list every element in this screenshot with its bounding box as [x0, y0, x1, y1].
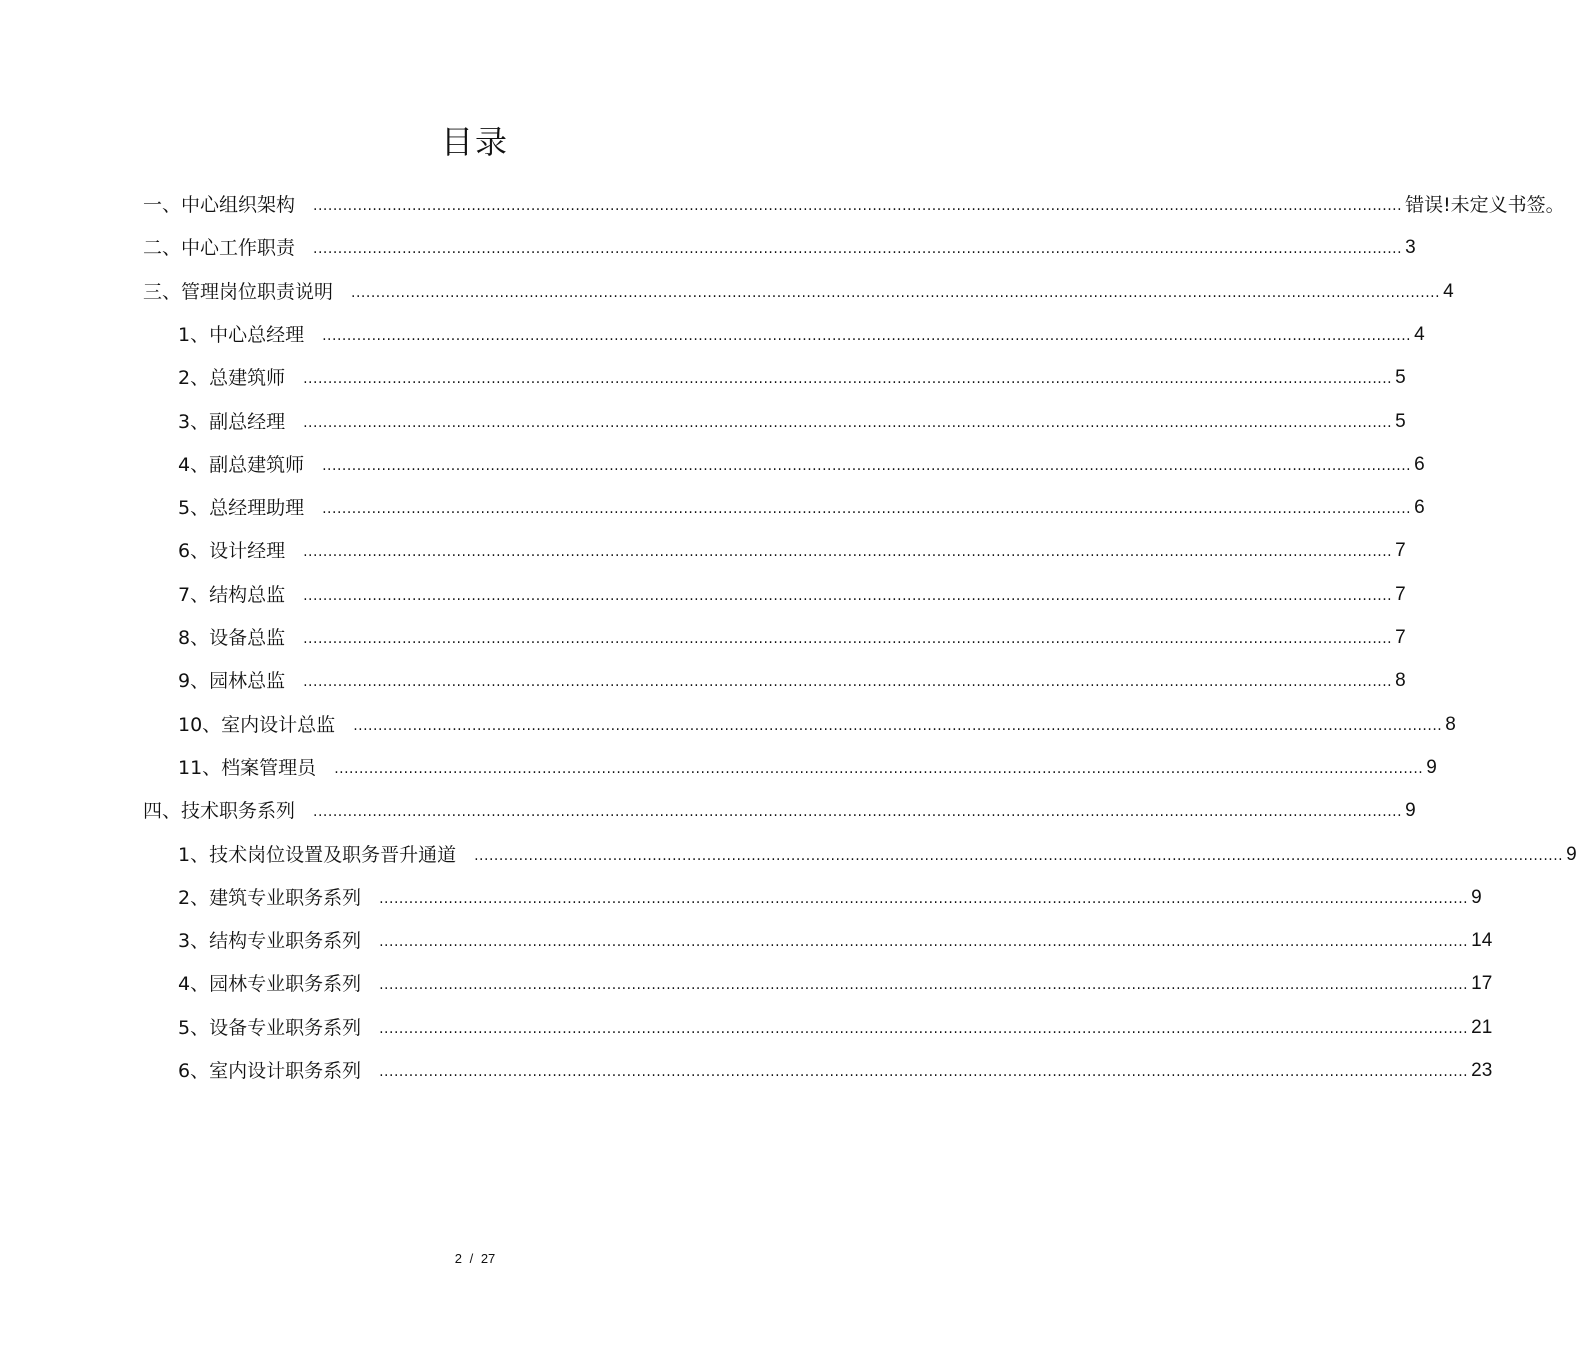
- toc-entry-page: 7: [1395, 627, 1406, 648]
- toc-entry-label: 2、总建筑师: [178, 367, 286, 389]
- toc-entry-label: 6、设计经理: [178, 540, 286, 562]
- toc-entry-label: 一、中心组织架构: [143, 194, 296, 216]
- toc-entry-page: 错误!未定义书签。: [1405, 194, 1565, 216]
- toc-leader-dots: ............................................................................................................................................................................................................................: [379, 977, 1469, 993]
- toc-entry-page: 9: [1471, 887, 1482, 908]
- toc-entry-page: 6: [1414, 454, 1425, 475]
- toc-entry[interactable]: [178, 580, 1406, 608]
- toc-leader-dots: ............................................................................................................................................................................................................................: [303, 544, 1393, 560]
- page-separator: /: [469, 1251, 474, 1266]
- toc-entry[interactable]: [178, 1056, 1493, 1084]
- toc-leader-dots: ............................................................................................................................................................................................................................: [313, 804, 1403, 820]
- toc-entry[interactable]: [178, 840, 1577, 868]
- toc-entry-label: 9、园林总监: [178, 670, 286, 692]
- toc-leader-dots: ............................................................................................................................................................................................................................: [313, 198, 1403, 214]
- toc-entry-label: 4、副总建筑师: [178, 454, 305, 476]
- toc-leader-dots: ............................................................................................................................................................................................................................: [353, 718, 1443, 734]
- toc-entry-label: 3、结构专业职务系列: [178, 930, 362, 952]
- toc-entry-label: 7、结构总监: [178, 584, 286, 606]
- toc-leader-dots: ............................................................................................................................................................................................................................: [322, 501, 1412, 517]
- toc-entry-page: 14: [1471, 930, 1493, 951]
- toc-leader-dots: ............................................................................................................................................................................................................................: [303, 631, 1393, 647]
- toc-entry-label: 10、室内设计总监: [178, 714, 336, 736]
- toc-entry-label: 二、中心工作职责: [143, 237, 296, 259]
- toc-entry[interactable]: [143, 233, 1416, 261]
- toc-entry-label: 1、中心总经理: [178, 324, 305, 346]
- toc-entry[interactable]: [178, 710, 1456, 738]
- toc-entry[interactable]: [143, 796, 1416, 824]
- toc-entry-page: 8: [1395, 670, 1406, 691]
- toc-entry-label: 四、技术职务系列: [143, 800, 296, 822]
- toc-leader-dots: ............................................................................................................................................................................................................................: [303, 415, 1393, 431]
- toc-entry-page: 3: [1405, 237, 1416, 258]
- toc-leader-dots: ............................................................................................................................................................................................................................: [303, 371, 1393, 387]
- toc-entry[interactable]: [178, 1013, 1493, 1041]
- toc-entry[interactable]: [178, 623, 1406, 651]
- toc-leader-dots: ............................................................................................................................................................................................................................: [379, 1064, 1469, 1080]
- toc-entry[interactable]: [178, 926, 1493, 954]
- toc-leader-dots: ............................................................................................................................................................................................................................: [313, 241, 1403, 257]
- toc-entry[interactable]: [178, 407, 1406, 435]
- toc-entry-page: 4: [1414, 324, 1425, 345]
- toc-title: 目录: [440, 123, 509, 161]
- toc-entry-page: 23: [1471, 1060, 1493, 1081]
- toc-entry[interactable]: [178, 969, 1493, 997]
- toc-entry[interactable]: [143, 277, 1454, 305]
- toc-leader-dots: ............................................................................................................................................................................................................................: [351, 285, 1441, 301]
- toc-entry[interactable]: [143, 190, 1565, 218]
- toc-entry-label: 5、设备专业职务系列: [178, 1017, 362, 1039]
- toc-leader-dots: ............................................................................................................................................................................................................................: [303, 674, 1393, 690]
- toc-entry[interactable]: [178, 450, 1425, 478]
- toc-entry-label: 三、管理岗位职责说明: [143, 281, 334, 303]
- toc-leader-dots: ............................................................................................................................................................................................................................: [303, 588, 1393, 604]
- toc-entry-page: 7: [1395, 540, 1406, 561]
- current-page-number: 2: [454, 1251, 462, 1266]
- toc-leader-dots: ............................................................................................................................................................................................................................: [379, 891, 1469, 907]
- toc-entry-page: 8: [1445, 714, 1456, 735]
- toc-entry-label: 3、副总经理: [178, 411, 286, 433]
- toc-entry-page: 7: [1395, 584, 1406, 605]
- toc-leader-dots: ............................................................................................................................................................................................................................: [334, 761, 1424, 777]
- toc-entry-label: 1、技术岗位设置及职务晋升通道: [178, 844, 457, 866]
- toc-entry-label: 6、室内设计职务系列: [178, 1060, 362, 1082]
- toc-leader-dots: ............................................................................................................................................................................................................................: [474, 848, 1564, 864]
- toc-entry-page: 17: [1471, 973, 1493, 994]
- toc-entry-page: 9: [1405, 800, 1416, 821]
- toc-entry[interactable]: [178, 883, 1482, 911]
- toc-entry-page: 9: [1566, 844, 1577, 865]
- page-footer: [0, 1251, 950, 1266]
- toc-entry-page: 5: [1395, 367, 1406, 388]
- toc-entry-label: 4、园林专业职务系列: [178, 973, 362, 995]
- toc-entry[interactable]: [178, 320, 1425, 348]
- toc-entry[interactable]: [178, 753, 1437, 781]
- toc-entry[interactable]: [178, 666, 1406, 694]
- toc-entry[interactable]: [178, 536, 1406, 564]
- toc-entry-label: 5、总经理助理: [178, 497, 305, 519]
- toc-leader-dots: ............................................................................................................................................................................................................................: [322, 328, 1412, 344]
- toc-leader-dots: ............................................................................................................................................................................................................................: [379, 934, 1469, 950]
- toc-leader-dots: ............................................................................................................................................................................................................................: [379, 1021, 1469, 1037]
- toc-entry-label: 11、档案管理员: [178, 757, 317, 779]
- toc-entry-page: 6: [1414, 497, 1425, 518]
- toc-leader-dots: ............................................................................................................................................................................................................................: [322, 458, 1412, 474]
- toc-entry-label: 2、建筑专业职务系列: [178, 887, 362, 909]
- toc-entry-page: 21: [1471, 1017, 1493, 1038]
- toc-entry[interactable]: [178, 363, 1406, 391]
- toc-entry[interactable]: [178, 493, 1425, 521]
- toc-entry-page: 5: [1395, 411, 1406, 432]
- toc-entry-page: 4: [1443, 281, 1454, 302]
- total-pages: 27: [480, 1251, 496, 1266]
- toc-entry-label: 8、设备总监: [178, 627, 286, 649]
- toc-entry-page: 9: [1426, 757, 1437, 778]
